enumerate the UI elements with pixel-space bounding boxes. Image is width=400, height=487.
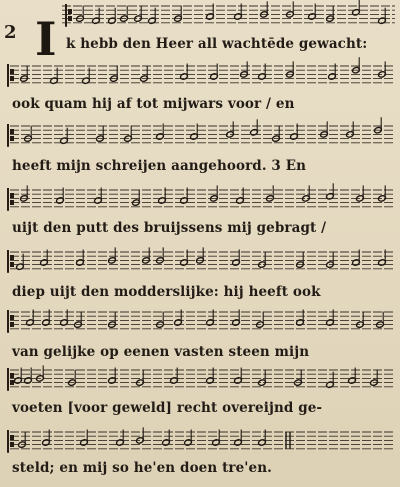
lyric-line-5: diep uijt den modderslijke: hij heeft ook (12, 284, 321, 300)
clef-mark (68, 9, 72, 14)
clef-mark (10, 315, 14, 320)
initial-letter: I (35, 12, 57, 66)
lyric-line-4: uijt den putt des bruijssens mij gebragt / (12, 220, 327, 236)
clef-mark (10, 76, 14, 81)
clef-mark (10, 129, 14, 134)
lyric-line-3: heeft mijn schreijen aangehoord. 3 En (12, 158, 307, 174)
clef-mark (10, 193, 14, 198)
clef-mark (10, 322, 14, 327)
clef-mark (10, 262, 14, 267)
lyric-line-2: ook quam hij af tot mijwars voor / en (12, 96, 295, 112)
clef-mark (10, 380, 14, 385)
clef-mark (10, 200, 14, 205)
clef-mark (10, 435, 14, 440)
lyric-line-7: voeten [voor geweld] recht overeijnd ge- (12, 400, 323, 416)
clef-mark (68, 16, 72, 21)
clef-mark (10, 136, 14, 141)
clef-mark (10, 255, 14, 260)
clef-mark (10, 373, 14, 378)
lyric-line-1: k hebb den Heer all wachtēde gewacht: (66, 36, 368, 52)
clef-mark (10, 69, 14, 74)
clef-mark (10, 442, 14, 447)
lyric-line-8: steld; en mij so he'en doen tre'en. (12, 460, 272, 476)
verse-number: 2 (4, 22, 17, 43)
lyric-line-6: van gelijke op eenen vasten steen mijn (12, 344, 310, 360)
